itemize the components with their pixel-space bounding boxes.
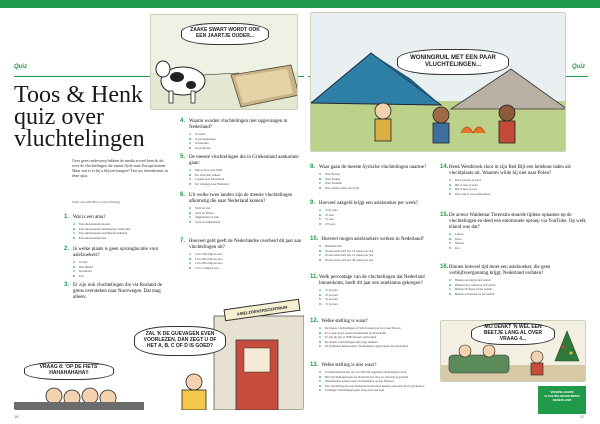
- page-title: Toos & Henk quiz over vluchtelingen: [14, 82, 145, 152]
- answer-option: B Kreta: [449, 236, 462, 241]
- page-number-left: 16: [14, 414, 19, 419]
- answer-option: C 75 euro: [319, 217, 335, 221]
- intro-paragraph: Over geen onderwerp hebben de media zoveel bericht als over de vluchtelingen die vanuit Syrië naar Europa komen. Maar wat is er bij u blijven hangen? Test uw feitenkennis in deze quiz.: [72, 158, 168, 178]
- answer-option: B Per trein naar Athene: [189, 172, 221, 177]
- cartoon-living-room: [440, 320, 586, 382]
- answer-option: D Een alleenstaande man: [73, 235, 107, 240]
- asylum-centre-sign: ASIELZOEKERSCENTRUM: [224, 299, 301, 321]
- answer-option: A Syrië en Irak: [189, 206, 211, 210]
- answer-option: D Daar zijn te veel asielzoekers: [449, 191, 491, 196]
- section-tag-left: Quiz: [14, 64, 27, 70]
- answer-option: C Binnen 28 dagen na het besluit: [449, 287, 493, 291]
- answer-option: A De meeste vluchtelingen uit Syrië komen per boot naar Europa: [319, 326, 401, 330]
- section-tag-right: Quiz: [572, 64, 585, 70]
- answer-option: B 35 procent: [319, 292, 338, 297]
- question-11: 11. Welk percentage van de vluchtelingen dat Nederland binnenkomt, hoeft dit jaar een asielstatus gekregen? A 12 procent B 35 procent C 52 procent D 72 procent: [310, 274, 432, 306]
- question-4: 4. Waarin worden vluchtelingen niet opgevangen in Nederland? A In tenten B In gevangenissen C In kazernes D In paviljoens: [180, 118, 302, 150]
- question-2: 2. In welke plaats is geen opvanglocatie voor asielzoekers? A Zwolle B Den Helder C Roermond D Urk: [64, 246, 174, 278]
- answer-option: C Afghanistan en Irak: [189, 215, 219, 219]
- answer-option: C Er zijn dit jaar al 3000 mensen verdronken: [319, 335, 377, 339]
- answer-option: A Binnen een dag na het besluit: [449, 278, 491, 282]
- answer-option: A In Nederland hebben nu zo'n 100 000 opgeleide vluchtelingen werk: [319, 370, 407, 374]
- answer-option: B Na het eerste half jaar 24 weken per jaar: [319, 248, 374, 253]
- answer-option: D De meeste vluchtelingen zijn jonge mannen: [319, 339, 378, 344]
- question-number: 1.: [64, 214, 70, 220]
- question-1: [64, 214, 174, 240]
- speech-bubble-cow: ZAAKE SWART WORDT OOK EEN JAARTJE OUDER...: [181, 23, 269, 45]
- question-10: 10. Hoeveel mogen asielzoekers werken in Nederland? A Helemaal niet B Na het eerste half jaar 24 weken per jaar C Na het eerste half jaar 12 weken per jaar D Na het eerste half jaar 28 weken per jaar: [310, 236, 432, 262]
- answer-option: D Naar andere delen van Syrië: [319, 185, 359, 190]
- answer-option: C 52 procent: [319, 297, 338, 301]
- answer-option: C Roermond: [73, 269, 92, 273]
- question-13: 13. Welke stelling is niet waar? A In Nederland hebben nu zo'n 100 000 opgeleide vluchtelingen werk B Het Vluchtelingenwerk dat Nederland in één jaar ontvangt is gedaald C Nederlanders nemen vaker vluchtelingen op dan Duitsers D Een vluchteling die naar Nederland komt moet kunnen aantonen dat hij gevlucht is E Sommige vluchtelingen gaan terug naar hun land: [310, 362, 432, 393]
- answer-option: C In kazernes: [189, 141, 209, 145]
- answer-option: B Circa 850 miljoen euro: [189, 256, 223, 261]
- answer-option: A 12 procent: [319, 288, 338, 292]
- answer-option: A Helemaal niet: [319, 244, 342, 248]
- answer-option: C Een alleenstaande aanvullende uitkering: [73, 231, 128, 235]
- answer-option: D Kos: [449, 245, 460, 250]
- question-text: Wat is een ama?: [73, 215, 106, 220]
- answer-option: C Het is heet en vies: [449, 187, 477, 191]
- answer-option: E Sommige vluchtelingen gaan terug naar hun land: [319, 388, 384, 392]
- answer-option: B 35 euro: [319, 212, 335, 217]
- speech-bubble-questions: ZAL 'K DE GUEVAGEN EVEN VOORLEZEN, DAN ZEGT U OF HET A, B, C OF D IS GOED?: [134, 326, 226, 356]
- page-number-right: 17: [580, 414, 585, 419]
- speech-bubble-sofa: MIJ DENKT 'N WEL EEN BEETJE LANG AL OVER VRAAG 4...: [471, 323, 555, 345]
- answer-option: B Een alleenstaande minderjarige asielzoeker: [73, 226, 131, 231]
- answer-option: D Syrië en Afghanistan: [189, 219, 221, 224]
- answer-option: B In gevangenissen: [189, 136, 216, 141]
- organisation-logo: VRIJWILLIGERS VLUCHTELINGEN WERK NEDERLAND: [538, 386, 586, 414]
- answer-option: B Naar Turkije: [319, 176, 341, 181]
- question-15: 15. De acteur Waldemar Torenstra stuurde tijdens opnames op de vluchtelingen en deed een emotionele oproep via YouTube. Op welk eiland was dat? A Lesbos B Kreta C Rhodos D Kos: [440, 212, 586, 250]
- answer-option: D 72 procent: [319, 301, 338, 306]
- answer-option: D Urk: [73, 273, 84, 278]
- answer-option: D Circa 1 miljard euro: [189, 265, 220, 270]
- answer-option: D 135 euro: [319, 221, 336, 226]
- question-3: 3. Er zijn ook vluchtelingen die via Rusland de grens oversteken naar Noorwegen. Dat mag: [64, 282, 174, 320]
- answer-option: A In tenten: [189, 132, 206, 136]
- question-16: 16. Binnen hoeveel tijd moet een asielzoeker, die geen verblijfsvergunning krijgt, Nederland verlaten? A Binnen een dag na het besluit B Binnen twee weken na het besluit C Binnen 28 dagen na het besluit D Binnen 2 maanden na het besluit: [440, 264, 586, 296]
- answer-option: D Binnen 2 maanden na het besluit: [449, 291, 495, 296]
- answer-option: A Een alleenstaande moeder: [73, 222, 111, 226]
- answer-option: B Het is daar te koud: [449, 182, 478, 187]
- cartoon-asylum-centre: [14, 298, 304, 410]
- question-6: 6. Uit welke twee landen zijn de meeste vluchtelingen afkomstig die naar Nederland komen? A Syrië en Irak B Syrië en Eritrea C Afghanistan en Irak D Syrië en Afghanistan: [180, 192, 302, 224]
- answer-option: C Nederlanders nemen vaker vluchtelingen op dan Duitsers: [319, 379, 394, 383]
- answer-option: D Een vluchteling die naar Nederland komt moet kunnen aantonen dat hij gevlucht is: [319, 383, 425, 388]
- answer-option: A Met de boot naar Italië: [189, 168, 223, 172]
- answer-option: C Naar Jordanië: [319, 181, 342, 185]
- answer-option: B Het Vluchtelingenwerk dat Nederland in één jaar ontvangt is gedaald: [319, 374, 408, 379]
- answer-option: A Daar gaat het al goed: [449, 178, 481, 182]
- question-9: 9. Hoeveel zakgeld krijgt een asielzoeker per week? A 12,95 euro B 35 euro C 75 euro D 135 euro: [310, 200, 432, 226]
- answer-option: B Den Helder: [73, 264, 93, 269]
- answer-option: A Naar Europa: [319, 172, 341, 176]
- answer-option: C Circa 800 miljoen euro: [189, 261, 223, 265]
- answer-option: B Syrië en Eritrea: [189, 210, 214, 215]
- question-12: 12. Welke stelling is waar? A De meeste vluchtelingen uit Syrië komen per boot naar Europa B Er is geen grens tussen Griekenland en Macedonië C Er zijn dit jaar al 3000 mensen verdronken D De meeste vluchtelingen zijn jonge mannen E De Gülhatten hebben meer vluchtelingen opgevangen dan Nederland: [310, 318, 432, 349]
- answer-option: C Na het eerste half jaar 12 weken per jaar: [319, 253, 374, 257]
- answer-option: B Binnen twee weken na het besluit: [449, 282, 496, 287]
- tent-illustration: [311, 13, 566, 152]
- question-8: 8. Waar gaan de meeste Syrische vluchtelingen naartoe? A Naar Europa B Naar Turkije C Naar Jordanië D Naar andere delen van Syrië: [310, 164, 432, 190]
- answer-option: C Lopend naar Macedonië: [189, 177, 225, 181]
- answer-option: B Er is geen grens tussen Griekenland en Macedonië: [319, 330, 386, 335]
- answer-option: D Per vliegtuig naar Duitsland: [189, 181, 229, 186]
- answer-option: A Zwolle: [73, 260, 88, 264]
- answer-option: A Lesbos: [449, 232, 464, 236]
- answer-option: D In paviljoens: [189, 145, 211, 150]
- byline: Tekst: Ans Mol (Bron: Anton Rozing): [72, 200, 121, 204]
- answer-option: E De Gülhatten hebben meer vluchtelingen opgevangen dan Nederland: [319, 344, 408, 348]
- speech-bubble-bike: VRAAG 8: 'OP DE FIETS' HAHAHAHAHA!!: [24, 362, 114, 380]
- question-14: 14. Henk Westbroek sloot in zijn Bed Bijl een helebout laden als vluchtplaats uit. Waarom wilde hij niet naar Polen? A Daar gaat het al goed B Het is daar te koud C Het is heet en vies D Daar zijn te veel asielzoekers: [440, 164, 586, 196]
- answer-option: A 12,95 euro: [319, 208, 338, 212]
- answer-option: D Na het eerste half jaar 28 weken per jaar: [319, 257, 374, 262]
- answer-option: C Rhodos: [449, 241, 465, 245]
- speech-bubble-tent: WONINGRUIL MET EEN PAAR VLUCHTELINGEN...: [397, 49, 509, 75]
- question-5: 5. De meeste vluchtelingen die in Griekenland aankomen gaan: A Met de boot naar Italië B Per trein naar Athene C Lopend naar Macedonië D Per vliegtuig naar Duitsland: [180, 154, 302, 186]
- question-7: 7. Hoeveel geld geeft de Nederlandse overheid dit jaar aan vluchtelingen uit? A Circa 200 miljoen euro B Circa 850 miljoen euro C Circa 800 miljoen euro D Circa 1 miljard euro: [180, 238, 302, 270]
- top-accent-bar: [0, 0, 600, 8]
- answer-option: A Circa 200 miljoen euro: [189, 252, 223, 256]
- cartoon-tent-campsite: [310, 12, 566, 152]
